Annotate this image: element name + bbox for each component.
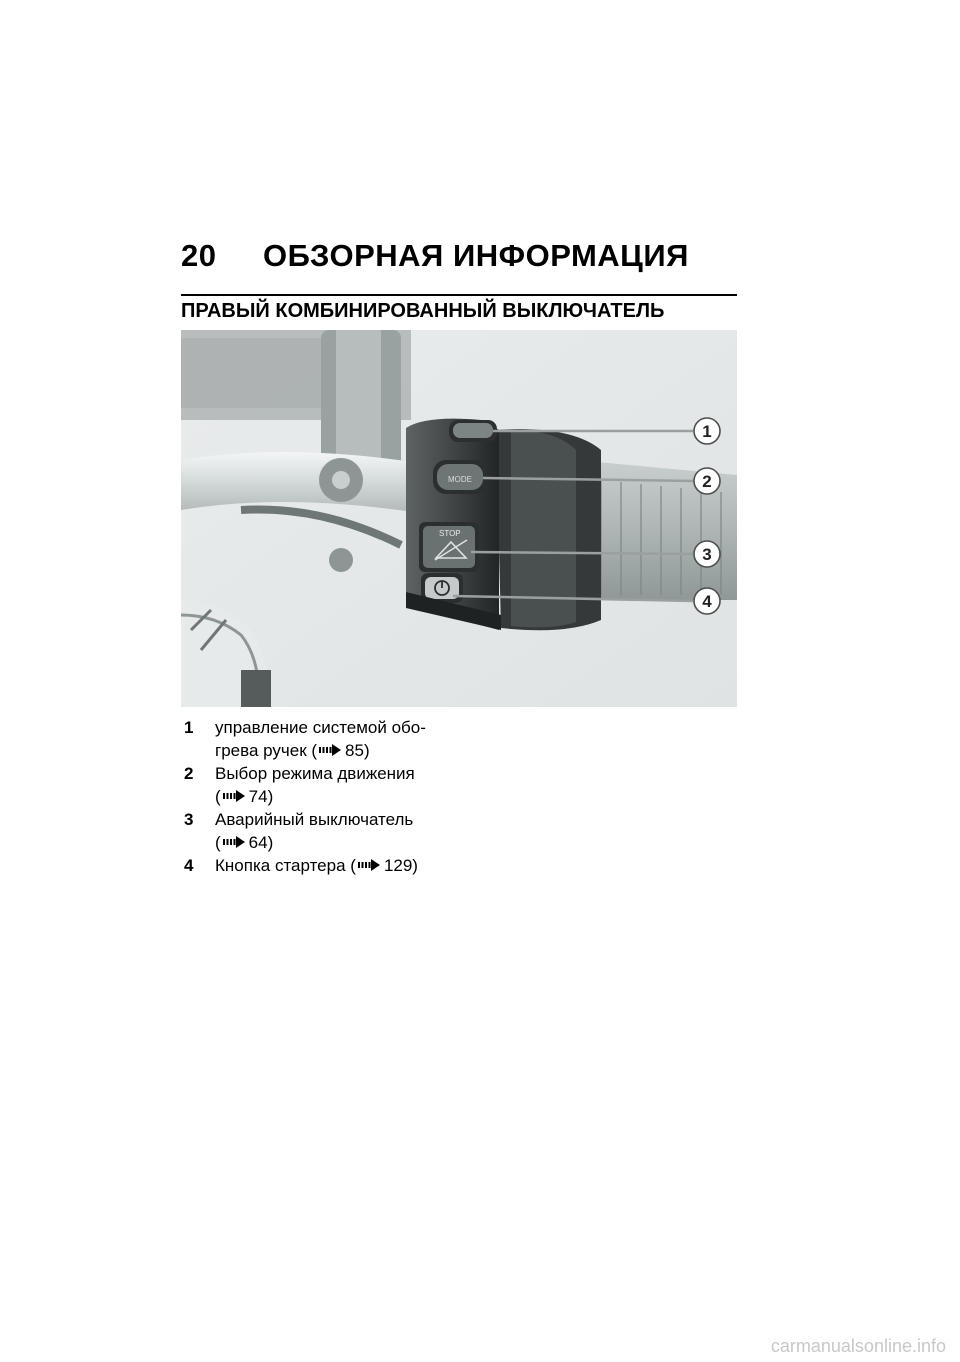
legend-text: управление системой обо-грева ручек (215, 718, 426, 760)
page-ref-number: 64) (248, 833, 274, 852)
page-number: 20 (181, 238, 217, 273)
switch-photo (181, 330, 737, 707)
page-reference[interactable]: ( 74) (215, 787, 274, 806)
section-title: ПРАВЫЙ КОМБИНИРОВАННЫЙ ВЫКЛЮЧАТЕЛЬ (181, 300, 665, 322)
page-reference[interactable]: ( 129) (350, 856, 418, 875)
chapter-title: ОБЗОРНАЯ ИНФОРМАЦИЯ (263, 238, 689, 273)
page-reference[interactable]: ( 64) (215, 833, 274, 852)
page-reference[interactable]: ( 85) (311, 741, 370, 760)
legend-item (181, 808, 451, 854)
legend-number: 3 (184, 810, 194, 829)
callout-3: 3 (702, 545, 712, 564)
legend-item (181, 854, 451, 877)
legend-text: Выбор режима движения (215, 764, 415, 783)
callout-2: 2 (702, 472, 712, 491)
stop-button-label: STOP (439, 529, 461, 538)
arrow-reference-icon (358, 859, 380, 871)
legend-item (181, 716, 451, 762)
legend-text: Кнопка стартера (215, 856, 346, 875)
legend-text: Аварийный выключатель (215, 810, 414, 829)
header-rule (181, 294, 737, 296)
mode-button-label: MODE (448, 475, 472, 484)
legend-item (181, 762, 451, 808)
legend-number: 1 (184, 718, 194, 737)
page-ref-number: 85) (345, 741, 370, 760)
watermark: carmanualsonline.info (770, 1336, 946, 1356)
arrow-reference-icon (319, 744, 341, 756)
arrow-reference-icon (223, 790, 245, 802)
page-ref-number: 129) (383, 856, 418, 875)
page-ref-number: 74) (248, 787, 274, 806)
legend-number: 2 (184, 764, 194, 783)
callout-4: 4 (702, 592, 712, 611)
legend-number: 4 (184, 856, 194, 875)
legend-list (181, 716, 451, 877)
callout-1: 1 (702, 422, 712, 441)
arrow-reference-icon (223, 836, 245, 848)
